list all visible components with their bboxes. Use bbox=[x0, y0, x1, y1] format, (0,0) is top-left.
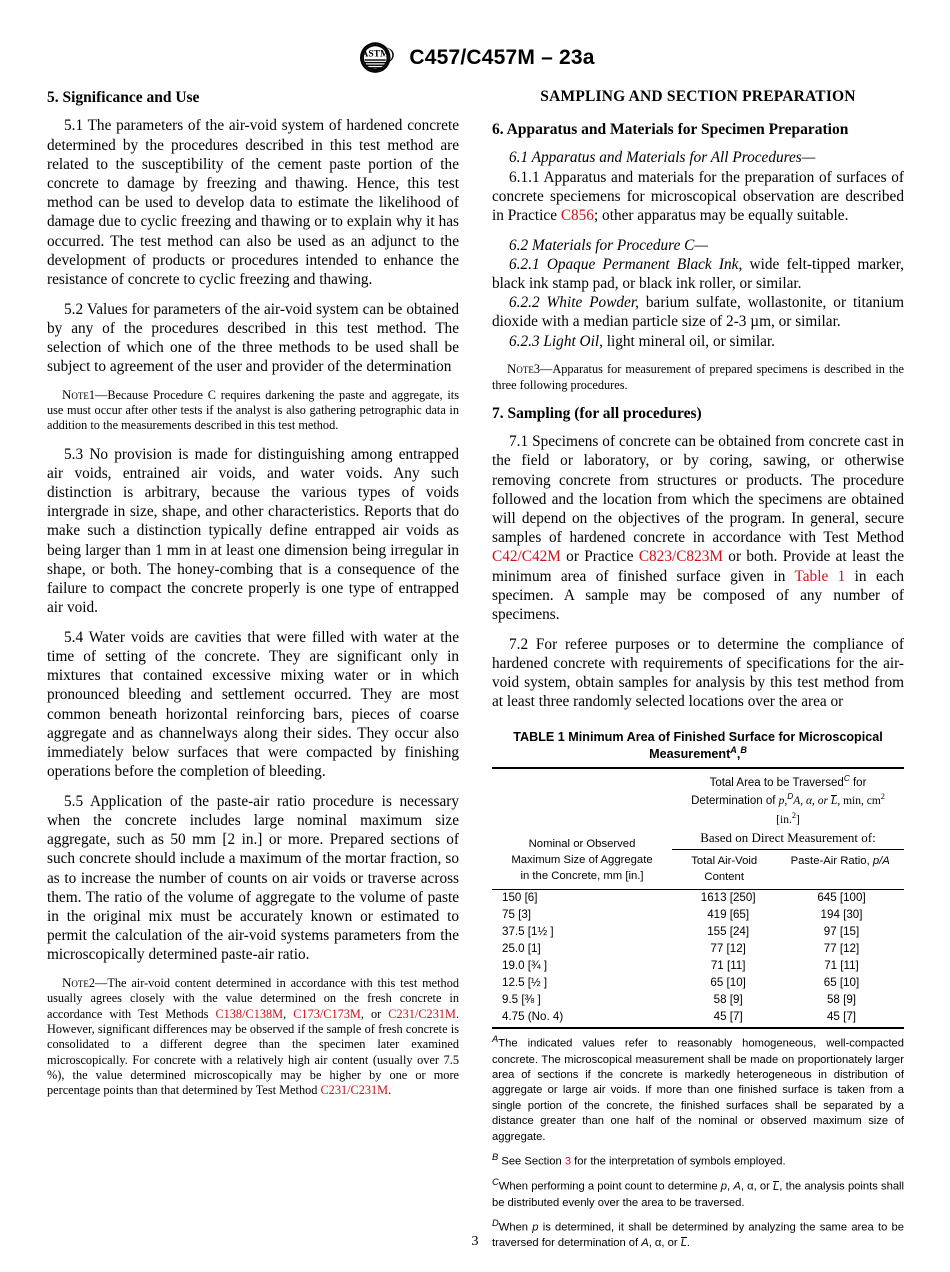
table-1-bottom-rule bbox=[492, 1027, 904, 1029]
hdr-symbols-a-alpha: A, α, or bbox=[793, 795, 831, 808]
table-1-header-right-line-2 bbox=[674, 791, 902, 810]
paragraph-6-2-1 bbox=[492, 255, 904, 293]
paragraph-6-2-3-text: light mineral oil, or similar. bbox=[602, 332, 775, 350]
paragraph-6-2-2-title: 6.2.2 White Powder, bbox=[509, 294, 639, 312]
table-1-caption-footnote-a: A bbox=[730, 745, 737, 756]
paragraph-6-1 bbox=[492, 148, 904, 167]
right-column bbox=[492, 88, 904, 1258]
table-1-header bbox=[492, 767, 904, 889]
footnote-c-sep-1: , bbox=[727, 1181, 734, 1194]
subheader-paste-air-symbol: p/A bbox=[872, 855, 890, 868]
table-1-subheader-paste-air bbox=[776, 853, 904, 889]
paragraph-5-3: 5.3 No provision is made for distinguishing among entrapped air voids, entrained air voids, and water voids. Any such distinction is arbitrary, because the various types of voids intergrade in size, shape, and other characteristics. Reports that do make such a distinction typically define entrapped air voids as being larger than 1 mm in at least one dimension being irregular in shape, or both. The honey-combing that is a consequence of the failure to compact the concrete properly is one type of entrapped air void. bbox=[47, 445, 459, 617]
paragraph-6-1-title: 6.1 Apparatus and Materials for All Procedures— bbox=[509, 149, 816, 167]
note-1-label: Note bbox=[62, 386, 89, 402]
hdr-in-open: [in. bbox=[776, 813, 792, 826]
hdr-footnote-c: C bbox=[843, 773, 850, 783]
table-1-header-left-line-2: Maximum Size of Aggregate bbox=[511, 853, 653, 866]
footnote-c-symbol-A: A bbox=[733, 1181, 741, 1194]
footnote-d-text-part-2: is determined, it shall be determined by analyzing the same area to be traversed for determination of bbox=[492, 1221, 904, 1250]
note-2-sep-2: , or bbox=[360, 1006, 389, 1021]
footnote-d-mark: D bbox=[492, 1217, 499, 1229]
hdr-min-cm: , min, cm bbox=[837, 795, 881, 808]
table-1-body bbox=[492, 890, 904, 1026]
cell-size: 19.0 [¾ ] bbox=[502, 959, 548, 973]
hdr-cm-squared: 2 bbox=[880, 792, 885, 802]
cell-air-void: 77 [12] bbox=[710, 942, 746, 956]
paragraph-6-2-2-text: barium sulfate, wollastonite, or titanium dioxide with a median particle size of 2-3 µm, or similar. bbox=[492, 294, 904, 331]
table-1-based-on-label: Based on Direct Measurement of: bbox=[672, 829, 904, 850]
document-designation: C457/C457M – 23a bbox=[409, 46, 595, 69]
table-1-header-left-line-3: in the Concrete, mm [in.] bbox=[520, 869, 644, 882]
table-1-header-right-line-1 bbox=[674, 773, 902, 792]
hdr-in-close: ] bbox=[795, 813, 800, 826]
page-header bbox=[0, 0, 950, 80]
paragraph-6-2-1-title: 6.2.1 Opaque Permanent Black Ink, bbox=[509, 255, 743, 273]
paragraph-7-1 bbox=[492, 432, 904, 624]
subheader-air-void-line-1: Total Air-Void bbox=[691, 855, 758, 868]
footnote-d-text-part-4: . bbox=[686, 1237, 691, 1250]
cell-paste-air: 645 [100] bbox=[817, 891, 866, 905]
table-1-header-left bbox=[492, 769, 672, 889]
table-1-header-left-line-1: Nominal or Observed bbox=[528, 837, 636, 850]
table-1-footnote-c bbox=[492, 1176, 904, 1211]
hdr-in-squared: 2 bbox=[791, 810, 796, 820]
cell-paste-air: 77 [12] bbox=[823, 942, 860, 956]
footnote-d-sep: , α, or bbox=[648, 1237, 681, 1250]
cell-paste-air: 97 [15] bbox=[823, 925, 860, 939]
footnote-a-mark: A bbox=[492, 1033, 499, 1045]
table-1-rows bbox=[492, 890, 904, 1026]
paragraph-7-1-text-part-1: 7.1 Specimens of concrete can be obtained from concrete cast in the field or laboratory, or by coring, sawing, or otherwise removing concrete from structures or products. The procedure followed and the location from which the specimens are obtained will depend on the objectives of the program. In general, secure samples of hardened concrete in accordance with Test Method bbox=[492, 433, 904, 547]
paragraph-6-1-1-text-part-2: ; other apparatus may be equally suitable. bbox=[593, 206, 849, 224]
note-2-number: 2 bbox=[88, 976, 96, 991]
table-1-caption-footnote-b: B bbox=[740, 745, 747, 756]
paragraph-7-1-text-part-3: or both. Provide at least the minimum area of finished surface given in bbox=[492, 548, 904, 585]
footnote-c-text-part-4: , the analysis points shall be distributed evenly over the area to be traversed. bbox=[492, 1181, 905, 1209]
table-1-header-right bbox=[672, 769, 904, 889]
paragraph-5-2: 5.2 Values for parameters of the air-void system can be obtained by any of the procedures described in this test method. The selection of which one of the three methods to be used shall be subject to agreement of the user and provider of the determination bbox=[47, 300, 459, 376]
cell-size: 150 [6] bbox=[502, 891, 538, 905]
paragraph-5-4: 5.4 Water voids are cavities that were filled with water at the time of setting of the concrete. They are significant only in mixtures that contained excessive mixing water or in which pronounced bleeding and settlement occurred. They are most common beneath horizontal reinforcing bars, pieces of coarse aggregate and as channelways along their sides. They occur also immediately below surfaces that were compacted by finishing operations before the completion of bleeding. bbox=[47, 628, 459, 781]
note-3-number: 3 bbox=[533, 362, 541, 377]
footnote-c-symbol-p: p bbox=[720, 1181, 728, 1194]
note-2-text-part-2: . However, significant differences may be observed if the sample of fresh concrete is consolidated to a different degree than the specimen later examined microscopically. For concrete with a relatively high air content (usually over 7.5 %), the value determined microscopically may be higher by one or more percentage points than that determined by Test Method bbox=[47, 1006, 460, 1098]
subheader-air-void-line-2: Content bbox=[704, 870, 744, 883]
note-1 bbox=[47, 387, 459, 434]
cell-air-void: 155 [24] bbox=[707, 925, 750, 939]
table-1-caption-line-2: Measurement bbox=[649, 747, 731, 762]
table-1-link[interactable]: Table 1 bbox=[794, 567, 846, 585]
standard-link-c823[interactable]: C823/C823M bbox=[638, 548, 723, 566]
subheader-paste-air-text: Paste-Air Ratio, bbox=[790, 855, 873, 868]
note-2-text-part-3: . bbox=[388, 1083, 392, 1098]
hdr-determination-text: Determination of bbox=[691, 795, 779, 808]
cell-air-void: 58 [9] bbox=[713, 993, 743, 1007]
table-1-subheader-air-void bbox=[672, 853, 776, 889]
paragraph-7-1-text-part-4: in each specimen. A sample may be composed of any number of specimens. bbox=[492, 567, 904, 623]
table-row bbox=[492, 958, 904, 975]
section-3-link[interactable]: 3 bbox=[564, 1156, 572, 1169]
footnote-b-text-part-2: for the interpretation of symbols employed. bbox=[571, 1156, 786, 1169]
note-1-number: 1 bbox=[88, 387, 96, 402]
note-2-text-part-1: —The air-void content determined in accordance with this test method usually agrees closely with the value determined on the fresh concrete in accordance with Test Methods bbox=[47, 976, 459, 1021]
cell-size: 37.5 [1½ ] bbox=[502, 925, 554, 939]
note-2-sep-1: , bbox=[283, 1006, 294, 1021]
cell-air-void: 45 [7] bbox=[713, 1010, 743, 1024]
footnote-c-symbol-L-bar: L bbox=[773, 1181, 780, 1194]
table-1-header-right-line-3 bbox=[674, 810, 902, 829]
hdr-symbol-p: p, bbox=[778, 795, 788, 808]
standard-link-c42[interactable]: C42/C42M bbox=[492, 548, 561, 566]
hdr-symbol-L-bar: L bbox=[830, 795, 838, 808]
page-number: 3 bbox=[471, 1234, 479, 1249]
table-1-header-right-lines bbox=[672, 769, 904, 830]
cell-air-void: 1613 [250] bbox=[700, 891, 756, 905]
cell-air-void: 419 [65] bbox=[707, 908, 750, 922]
footnote-a-text: The indicated values refer to reasonably homogeneous, well-compacted concrete. The microscopical measurement shall be made on proportionately larger area of sections if the concrete is markedly heterogeneous in distribution of aggregate or large air voids. If more than one finished surface is taken from a single portion of the concrete, the finished surfaces shall be separated by a distance greater than one half of the nominal or observed maximum size of aggregate. bbox=[492, 1038, 904, 1143]
cell-air-void: 71 [11] bbox=[710, 959, 746, 973]
standard-link-c173[interactable]: C173/C173M bbox=[293, 1006, 361, 1021]
section-5-heading: 5. Significance and Use bbox=[47, 89, 200, 106]
hdr-traversed-text: Total Area to be Traversed bbox=[709, 776, 844, 789]
paragraph-6-2 bbox=[492, 236, 904, 255]
left-column bbox=[47, 88, 459, 1258]
paragraph-6-2-title: 6.2 Materials for Procedure C— bbox=[509, 236, 708, 254]
footnote-c-text-part-1: When performing a point count to determine bbox=[498, 1181, 721, 1194]
note-3 bbox=[492, 361, 904, 393]
cell-size: 9.5 [⅜ ] bbox=[502, 993, 541, 1007]
table-row bbox=[492, 907, 904, 924]
paragraph-7-2: 7.2 For referee purposes or to determine the compliance of hardened concrete with requirements of specifications for the air-void system, obtain samples for analysis by this test method from at least three randomly selected locations over the area or bbox=[492, 635, 904, 711]
two-column-layout bbox=[47, 88, 905, 1258]
paragraph-5-1: 5.1 The parameters of the air-void system of hardened concrete determined by the procedures described in this test method are related to the susceptibility of the cement paste portion of the concrete to damage by freezing and thawing. Hence, this test method can be used to develop data to estimate the likelihood of damage due to cyclic freezing and thawing or to explain why it has occurred. The test method can also be used as an adjunct to the development of products or procedures intended to enhance the resistance of concrete to cyclic freezing and thawing. bbox=[47, 117, 459, 288]
footnote-b-text-part-1: See Section bbox=[498, 1156, 565, 1169]
cell-size: 25.0 [1] bbox=[502, 942, 541, 956]
section-6-heading: 6. Apparatus and Materials for Specimen Preparation bbox=[492, 121, 849, 138]
hdr-for-text: for bbox=[849, 776, 867, 789]
footnote-c-mark: C bbox=[492, 1176, 499, 1188]
table-1-caption-comma: , bbox=[736, 747, 741, 762]
footnote-d-symbol-L-bar: L bbox=[680, 1237, 687, 1250]
table-row bbox=[492, 890, 904, 907]
standard-link-c231-second[interactable]: C231/C231M bbox=[320, 1083, 389, 1098]
standard-link-c138[interactable]: C138/C138M bbox=[215, 1006, 284, 1021]
cell-paste-air: 45 [7] bbox=[826, 1010, 856, 1024]
table-1-footnote-b bbox=[492, 1151, 904, 1170]
note-3-label: Note bbox=[507, 361, 534, 377]
footnote-d-symbol-p: p bbox=[532, 1221, 539, 1234]
table-1-subheaders bbox=[672, 850, 904, 889]
table-1-footnote-a bbox=[492, 1033, 904, 1145]
footnote-d-text-part-1: When bbox=[498, 1221, 533, 1234]
astm-logo-icon bbox=[355, 41, 399, 75]
cell-size: 75 [3] bbox=[502, 908, 532, 922]
note-2 bbox=[47, 975, 459, 1098]
svg-text:ASTM: ASTM bbox=[361, 48, 390, 60]
table-1-caption-line-1: TABLE 1 Minimum Area of Finished Surface for Microscopical bbox=[513, 730, 883, 745]
note-1-text: —Because Procedure C requires darkening the paste and aggregate, its use must occur after other tests if the analyst is also gathering petrographic data in addition to the measurements described in this test method. bbox=[47, 387, 459, 433]
section-7-heading: 7. Sampling (for all procedures) bbox=[492, 404, 702, 422]
cell-paste-air: 71 [11] bbox=[824, 959, 859, 973]
table-row bbox=[492, 975, 904, 992]
paragraph-5-5: 5.5 Application of the paste-air ratio procedure is necessary when the concrete includes large nominal maximum size aggregate, such as 50 mm [2 in.] or more. Prepared sections of such concrete should include a maximum of the mortar fraction, so as to increase the number of counts on air voids or traverse across them. The ratio of the volume of aggregate to the volume of paste in the original mix must be accurately known or estimated to permit the calculation of the air-void systems parameters from the microscopically determined paste-air ratio. bbox=[47, 792, 459, 964]
paragraph-6-2-3 bbox=[492, 332, 904, 351]
paragraph-6-2-3-title: 6.2.3 Light Oil, bbox=[509, 332, 603, 350]
hdr-footnote-d: D bbox=[787, 792, 794, 802]
standard-link-c231-first[interactable]: C231/C231M bbox=[388, 1006, 456, 1021]
part-heading-sampling: SAMPLING AND SECTION PREPARATION bbox=[540, 88, 856, 105]
cell-size: 12.5 [½ ] bbox=[502, 976, 548, 990]
table-1 bbox=[492, 729, 904, 1251]
note-2-label: Note bbox=[62, 975, 89, 991]
table-1-caption bbox=[492, 729, 904, 762]
table-row bbox=[492, 991, 904, 1008]
paragraph-6-1-1 bbox=[492, 168, 904, 226]
cell-air-void: 65 [10] bbox=[710, 976, 746, 990]
paragraph-7-1-text-part-2: or Practice bbox=[560, 548, 639, 566]
table-row bbox=[492, 1008, 904, 1025]
paragraph-6-1-1-text-part-1: 6.1.1 Apparatus and materials for the preparation of surfaces of concrete speciemens for microscopical observation are described in Practice bbox=[492, 168, 904, 224]
cell-size: 4.75 (No. 4) bbox=[502, 1010, 564, 1024]
footnote-b-mark: B bbox=[492, 1151, 499, 1163]
paragraph-6-2-2 bbox=[492, 293, 904, 331]
standard-link-c856[interactable]: C856 bbox=[560, 206, 594, 224]
cell-paste-air: 194 [30] bbox=[820, 908, 863, 922]
table-row bbox=[492, 924, 904, 941]
footnote-d-symbol-A: A bbox=[641, 1237, 649, 1250]
paragraph-6-2-1-text: wide felt-tipped marker, black ink stamp pad, or black ink roller, or similar. bbox=[492, 255, 904, 292]
footnote-c-sep-2: , α, or bbox=[740, 1181, 774, 1194]
cell-paste-air: 58 [9] bbox=[826, 993, 856, 1007]
note-3-text: —Apparatus for measurement of prepared specimens is described in the three following procedures. bbox=[492, 362, 904, 392]
table-row bbox=[492, 941, 904, 958]
cell-paste-air: 65 [10] bbox=[823, 976, 860, 990]
